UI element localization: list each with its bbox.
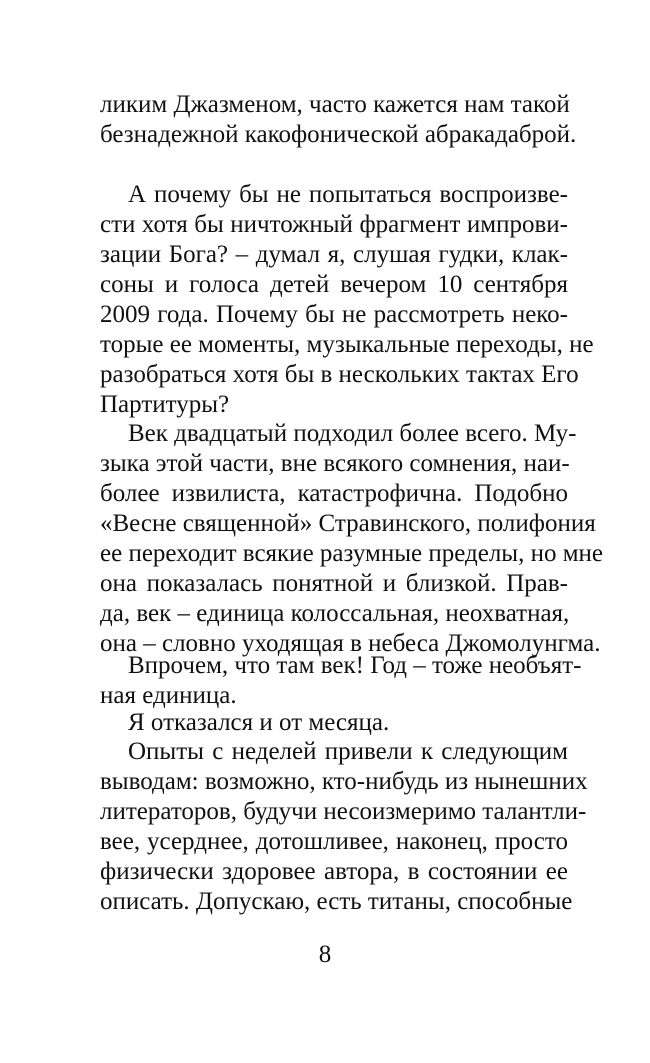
page-number: 8 bbox=[318, 941, 332, 968]
paragraph bbox=[100, 180, 594, 420]
paragraph bbox=[100, 737, 588, 917]
paragraph-continuation bbox=[100, 90, 577, 150]
paragraph bbox=[100, 708, 568, 738]
text-line: она показалась понятной и близкой. Прав- bbox=[100, 570, 568, 597]
text-line: ее переходит всякие разумные пределы, но мне bbox=[100, 540, 604, 567]
text-line: зации Бога? – думал я, слушая гудки, клак- bbox=[100, 241, 568, 268]
text-line: вее, усерднее, дотошливее, наконец, просто bbox=[100, 828, 568, 855]
text-line: торые ее моменты, музыкальные переходы, не bbox=[100, 331, 594, 358]
text-line: Впрочем, что там век! Год – тоже необъят- bbox=[128, 652, 582, 679]
text-line: соны и голоса детей вечером 10 сентября bbox=[100, 271, 568, 298]
text-line: литераторов, будучи несоизмеримо талантли- bbox=[100, 798, 587, 825]
text-line: разобраться хотя бы в нескольких тактах Его bbox=[100, 361, 579, 388]
text-line: более извилиста, катастрофична. Подобно bbox=[100, 480, 568, 507]
text-line: безнадежной какофонической абракадаброй. bbox=[100, 121, 577, 148]
text-line: ная единица. bbox=[100, 682, 237, 709]
paragraph bbox=[100, 419, 604, 659]
text-line: Я отказался и от месяца. bbox=[128, 709, 390, 736]
text-line: «Весне священной» Стравинского, полифония bbox=[100, 510, 596, 537]
text-line: А почему бы не попытаться воспроизве- bbox=[128, 181, 568, 208]
text-line: Век двадцатый подходил более всего. Му- bbox=[128, 420, 577, 447]
text-line: да, век – единица колоссальная, неохватная, bbox=[100, 600, 570, 627]
text-line: описать. Допускаю, есть титаны, способные bbox=[100, 888, 573, 915]
paragraph bbox=[100, 651, 582, 711]
text-line: ликим Джазменом, часто кажется нам такой bbox=[100, 91, 570, 118]
text-line: сти хотя бы ничтожный фрагмент импрови- bbox=[100, 211, 568, 238]
text-line: Партитуры? bbox=[100, 391, 230, 418]
text-line: она – словно уходящая в небеса Джомолунгма. bbox=[100, 630, 601, 657]
text-line: выводам: возможно, кто-нибудь из нынешних bbox=[100, 768, 588, 795]
text-line: физически здоровее автора, в состоянии ее bbox=[100, 858, 568, 885]
text-line: 2009 года. Почему бы не рассмотреть неко- bbox=[100, 301, 568, 328]
text-line: Опыты с неделей привели к следующим bbox=[128, 738, 568, 765]
text-line: зыка этой части, вне всякого сомнения, наи- bbox=[100, 450, 570, 477]
